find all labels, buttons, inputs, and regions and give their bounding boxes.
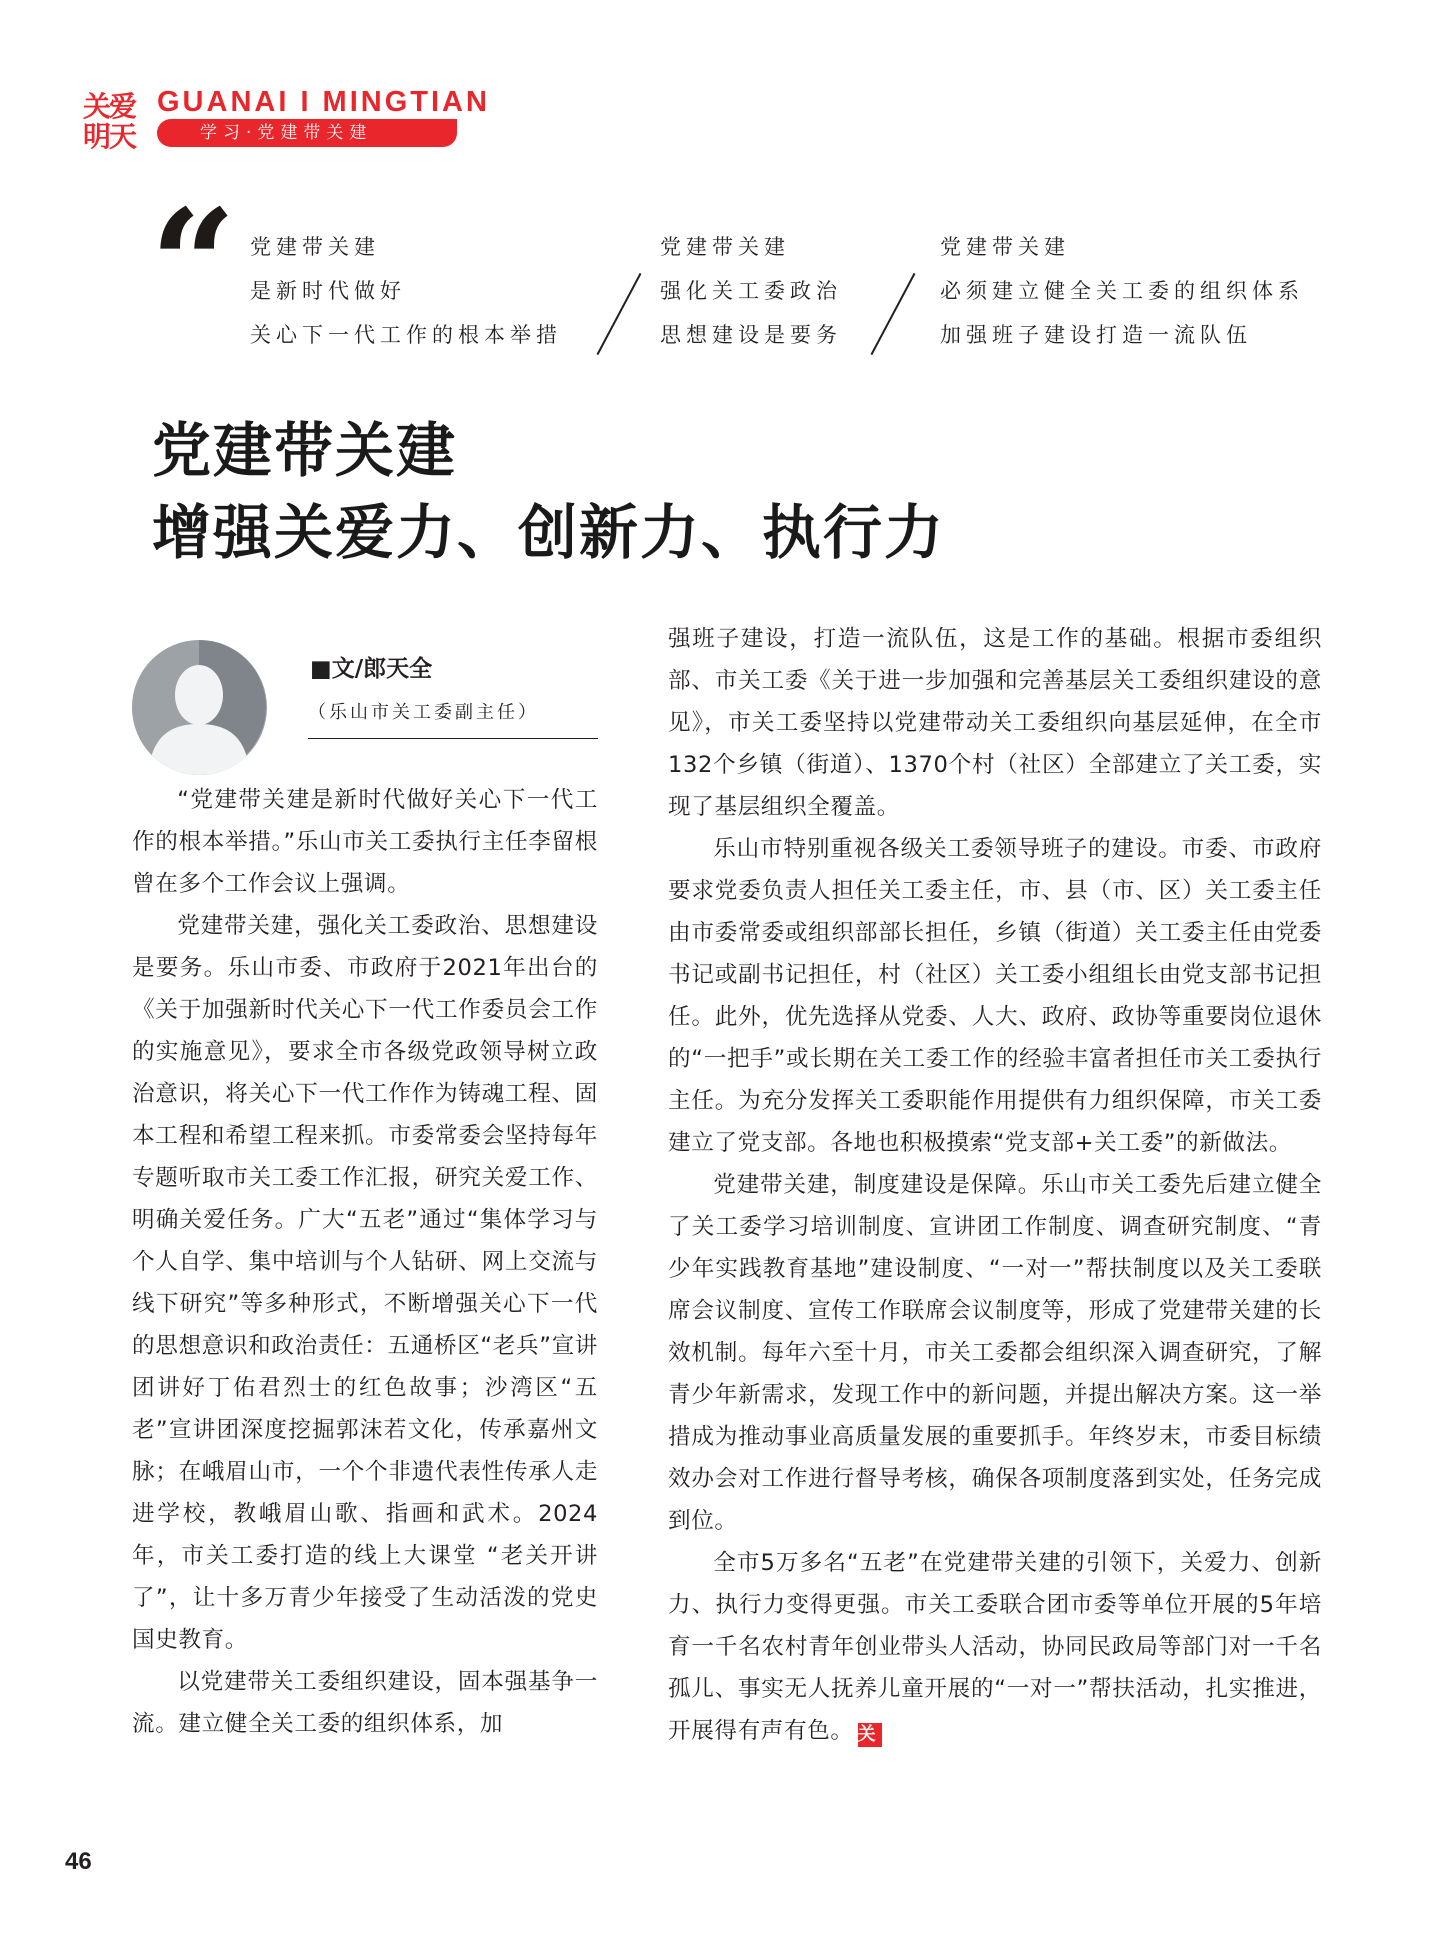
pull-quote-line: 是新时代做好	[250, 279, 406, 303]
divider-slash	[871, 273, 916, 355]
pull-quote-line: 党建带关建	[660, 235, 790, 259]
body-paragraph-text: 全市5万多名“五老”在党建带关建的引领下，关爱力、创新力、执行力变得更强。市关工委联合团市委等单位开展的5年培育一千名农村青年创业带头人活动，协同民政局等部门对一千名孤儿、事实无人抚养儿童开展的“一对一”帮扶活动，扎实推进，开展得有声有色。	[668, 1550, 1322, 1744]
body-paragraph-last	[668, 1542, 1322, 1752]
pull-quote-line: 党建带关建	[250, 235, 380, 259]
pull-quote-line: 加强班子建设打造一流队伍	[940, 323, 1252, 347]
author-title: （乐山市关工委副主任）	[308, 702, 539, 723]
author-rule	[308, 738, 598, 739]
article-title	[152, 410, 945, 574]
magazine-logo: 关爱明天	[83, 90, 136, 153]
article-title-line-2: 增强关爱力、创新力、执行力	[152, 498, 946, 567]
pull-quote-line: 关心下一代工作的根本举措	[250, 323, 562, 347]
pull-quote-col-2	[660, 225, 842, 357]
body-paragraph: 以党建带关工委组织建设，固本强基争一流。建立健全关工委的组织体系，加	[132, 1669, 598, 1737]
brand-name-en: GUANAI I MINGTIAN	[157, 86, 490, 118]
author-byline: ■文/郎天全	[310, 656, 433, 682]
page-number: 46	[65, 1848, 92, 1875]
pull-quote-line: 强化关工委政治	[660, 279, 842, 303]
person-silhouette-icon	[132, 640, 267, 775]
body-column-left	[132, 779, 598, 1745]
quote-mark-icon: “	[150, 177, 237, 353]
article-title-line-1: 党建带关建	[152, 416, 458, 485]
pull-quote-line: 党建带关建	[940, 235, 1070, 259]
body-paragraph: 强班子建设，打造一流队伍，这是工作的基础。根据市委组织部、市关工委《关于进一步加强和完善基层关工委组织建设的意见》，市关工委坚持以党建带动关工委组织向基层延伸，在全市132个乡镇（街道）、1370个村（社区）全部建立了关工委，实现了基层组织全覆盖。	[668, 626, 1322, 820]
author-avatar	[132, 640, 267, 775]
body-paragraph: 乐山市特别重视各级关工委领导班子的建设。市委、市政府要求党委负责人担任关工委主任，市、县（市、区）关工委主任由市委常委或组织部部长担任，乡镇（街道）关工委主任由党委书记或副书记担任，村（社区）关工委小组组长由党支部书记担任。此外，优先选择从党委、人大、政府、政协等重要岗位退休的“一把手”或长期在关工委工作的经验丰富者担任市关工委执行主任。为充分发挥关工委职能作用提供有力组织保障，市关工委建立了党支部。各地也积极摸索“党支部+关工委”的新做法。	[668, 836, 1322, 1156]
body-column-right	[668, 618, 1322, 1752]
divider-slash	[597, 273, 642, 355]
end-mark-icon: 关	[858, 1723, 882, 1747]
body-paragraph: “党建带关建是新时代做好关心下一代工作的根本举措。”乐山市关工委执行主任李留根曾在多个工作会议上强调。	[132, 787, 598, 897]
pull-quote-line: 思想建设是要务	[660, 323, 842, 347]
body-paragraph: 党建带关建，制度建设是保障。乐山市关工委先后建立健全了关工委学习培训制度、宣讲团工作制度、调查研究制度、“青少年实践教育基地”建设制度、“一对一”帮扶制度以及关工委联席会议制度、宣传工作联席会议制度等，形成了党建带关建的长效机制。每年六至十月，市关工委都会组织深入调查研究，了解青少年新需求，发现工作中的新问题，并提出解决方案。这一举措成为推动事业高质量发展的重要抓手。年终岁末，市委目标绩效办会对工作进行督导考核，确保各项制度落到实处，任务完成到位。	[668, 1172, 1322, 1534]
body-paragraph: 党建带关建，强化关工委政治、思想建设是要务。乐山市委、市政府于2021年出台的《关于加强新时代关心下一代工作委员会工作的实施意见》，要求全市各级党政领导树立政治意识，将关心下一代工作作为铸魂工程、固本工程和希望工程来抓。市委常委会坚持每年专题听取市关工委工作汇报，研究关爱工作、明确关爱任务。广大“五老”通过“集体学习与个人自学、集中培训与个人钻研、网上交流与线下研究”等多种形式，不断增强关心下一代的思想意识和政治责任：五通桥区“老兵”宣讲团讲好丁佑君烈士的红色故事；沙湾区“五老”宣讲团深度挖掘郭沫若文化，传承嘉州文脉；在峨眉山市，一个个非遗代表性传承人走进学校，教峨眉山歌、指画和武术。2024年，市关工委打造的线上大课堂 “老关开讲了”，让十多万青少年接受了生动活泼的党史国史教育。	[132, 913, 598, 1653]
section-label: 学习·党建带关建	[200, 123, 373, 143]
pull-quote-line: 必须建立健全关工委的组织体系	[940, 279, 1304, 303]
pull-quote-col-3	[940, 225, 1304, 357]
pull-quote-col-1	[250, 225, 562, 357]
